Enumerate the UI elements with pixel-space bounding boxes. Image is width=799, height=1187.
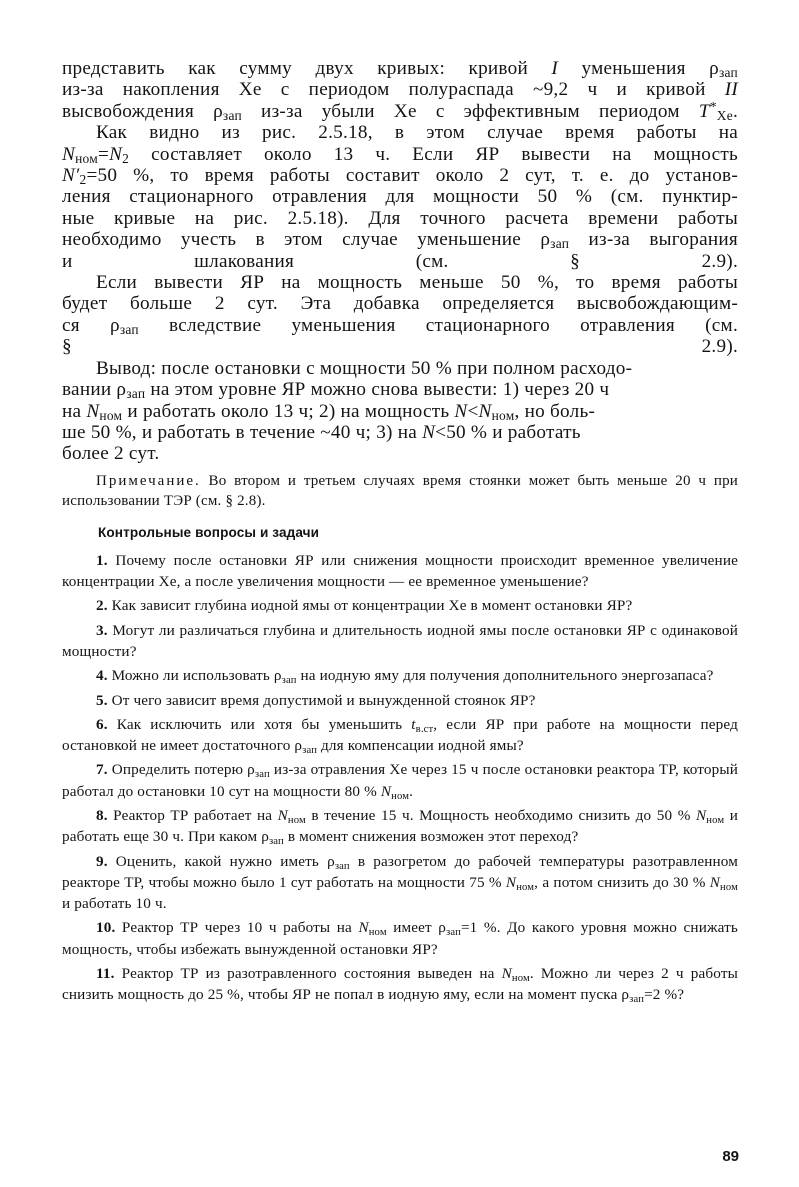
question-number: 10. <box>96 919 116 937</box>
paragraph-lower-power: Если вывести ЯР на мощность меньше 50 %, то время работы будет больше 2 сут. Эта добавка определяется высвобождающим- ся $\rho_{зап}$ вследствие уменьшения стационарного отравления (см. § 2.9). <box>62 272 738 358</box>
question-number: 5. <box>96 691 108 709</box>
question-item: 3. Могут ли различаться глубина и длительность иодной ямы после остановки ЯР с одинаковой мощности? <box>62 621 738 660</box>
questions-list <box>62 550 738 1006</box>
question-number: 1. <box>96 551 108 569</box>
question-item: 7. Определить потерю $\rho_{зап}$ из-за отравления Хе через 15 ч после остановки реактора ТР, который работал до остановки 10 сут на мощности 80 % $N_{ном}$. <box>62 761 738 802</box>
question-item: 6. Как исключить или хотя бы уменьшить $t_{в.ст}$, если ЯР при работе на мощности перед остановкой не имеет достаточного $\rho_{зап}$ для компенсации иодной ямы? <box>62 715 738 757</box>
question-number: 6. <box>96 715 108 733</box>
question-item: 4. Можно ли использовать $\rho_{зап}$ на иодную яму для получения дополнительного энергозапаса? <box>96 667 714 687</box>
page-content <box>62 58 738 1009</box>
question-item: 1. Почему после остановки ЯР или снижения мощности происходит временное увеличение концентрации Хе, а после увеличения мощности — ее временное уменьшение? <box>62 551 738 591</box>
question-item: 10. Реактор ТР через 10 ч работы на $N_{ном}$ имеет $\rho_{зап}=1$ %. До какого уровня можно снижать мощность, чтобы избежать вынужденной остановки ЯР? <box>62 919 738 958</box>
note-paragraph <box>62 471 738 511</box>
note-text: Во втором и третьем случаях время стоянки может быть меньше 20 ч при использовании ТЭР (см. § 2.8). <box>62 472 738 509</box>
note-label: Примечание. <box>96 472 201 489</box>
question-number: 7. <box>96 761 108 779</box>
question-item: 11. Реактор ТР из разотравленного состояния выведен на $N_{ном}$. Можно ли через 2 ч работы снизить мощность до 25 %, чтобы ЯР не попал в иодную яму, если на момент пуска $\rho_{зап}=2$ %? <box>62 965 738 1006</box>
paragraph-conclusion: Вывод: после остановки с мощности 50 % при полном расходо- вании $\rho_{зап}$ на этом уровне ЯР можно снова вывести: 1) через 20 ч на $N_{ном}$ и работать около 13 ч; 2) на мощность $N<N_{ном}$, но боль- ше 50 %, и работать в течение ~40 ч; 3) на N<50 % и работать более 2 сут. <box>62 357 633 465</box>
question-number: 2. <box>96 597 108 615</box>
question-number: 11. <box>96 965 115 983</box>
question-item: 2. Как зависит глубина иодной ямы от концентрации Хе в момент остановки ЯР? <box>96 597 633 615</box>
section-heading: Контрольные вопросы и задачи <box>98 524 320 540</box>
question-item: 8. Реактор ТР работает на $N_{ном}$ в течение 15 ч. Мощность необходимо снизить до 50 % $N_{ном}$ и работать еще 30 ч. При каком $\rho_{зап}$ в момент снижения возможен этот переход? <box>62 806 739 848</box>
page-number: 89 <box>722 1148 739 1165</box>
paragraph-xe-curves: представить как сумму двух кривых: кривой I уменьшения $\rho_{зап}$ из-за накопления Хе с периодом полураспада ~9,2 ч и кривой II высвобождения $\rho_{зап}$ из-за убыли Хе с эффективным периодом $T^*_{Xe}$. <box>62 58 738 123</box>
question-number: 3. <box>96 621 108 639</box>
question-number: 8. <box>96 806 108 824</box>
question-number: 4. <box>96 667 108 685</box>
question-item: 9. Оценить, какой нужно иметь $\rho_{зап}$ в разогретом до рабочей температуры разотравленном реакторе ТР, чтобы можно было 1 сут работать на мощности 75 % $N_{ном}$, а потом снизить до 30 % $N_{ном}$ и работать 10 ч. <box>62 852 738 913</box>
question-number: 9. <box>96 852 108 870</box>
question-item: 5. От чего зависит время допустимой и вынужденной стоянок ЯР? <box>96 691 536 709</box>
paragraph-operating-time: Как видно из рис. 2.5.18, в этом случае время работы на $N_{ном}=N_2$ составляет около 13 ч. Если ЯР вывести на мощность $N'_2=50$ %, то время работы составит около 2 сут, т. е. до установ- ления стационарного отравления для мощности 50 % (см. пунктир- ные кривые на рис. 2.5.18). Для точного расчета времени работы необходимо учесть в этом случае уменьшение $\rho_{зап}$ из-за выгорания и шлакования (см. § 2.9). <box>62 122 738 272</box>
